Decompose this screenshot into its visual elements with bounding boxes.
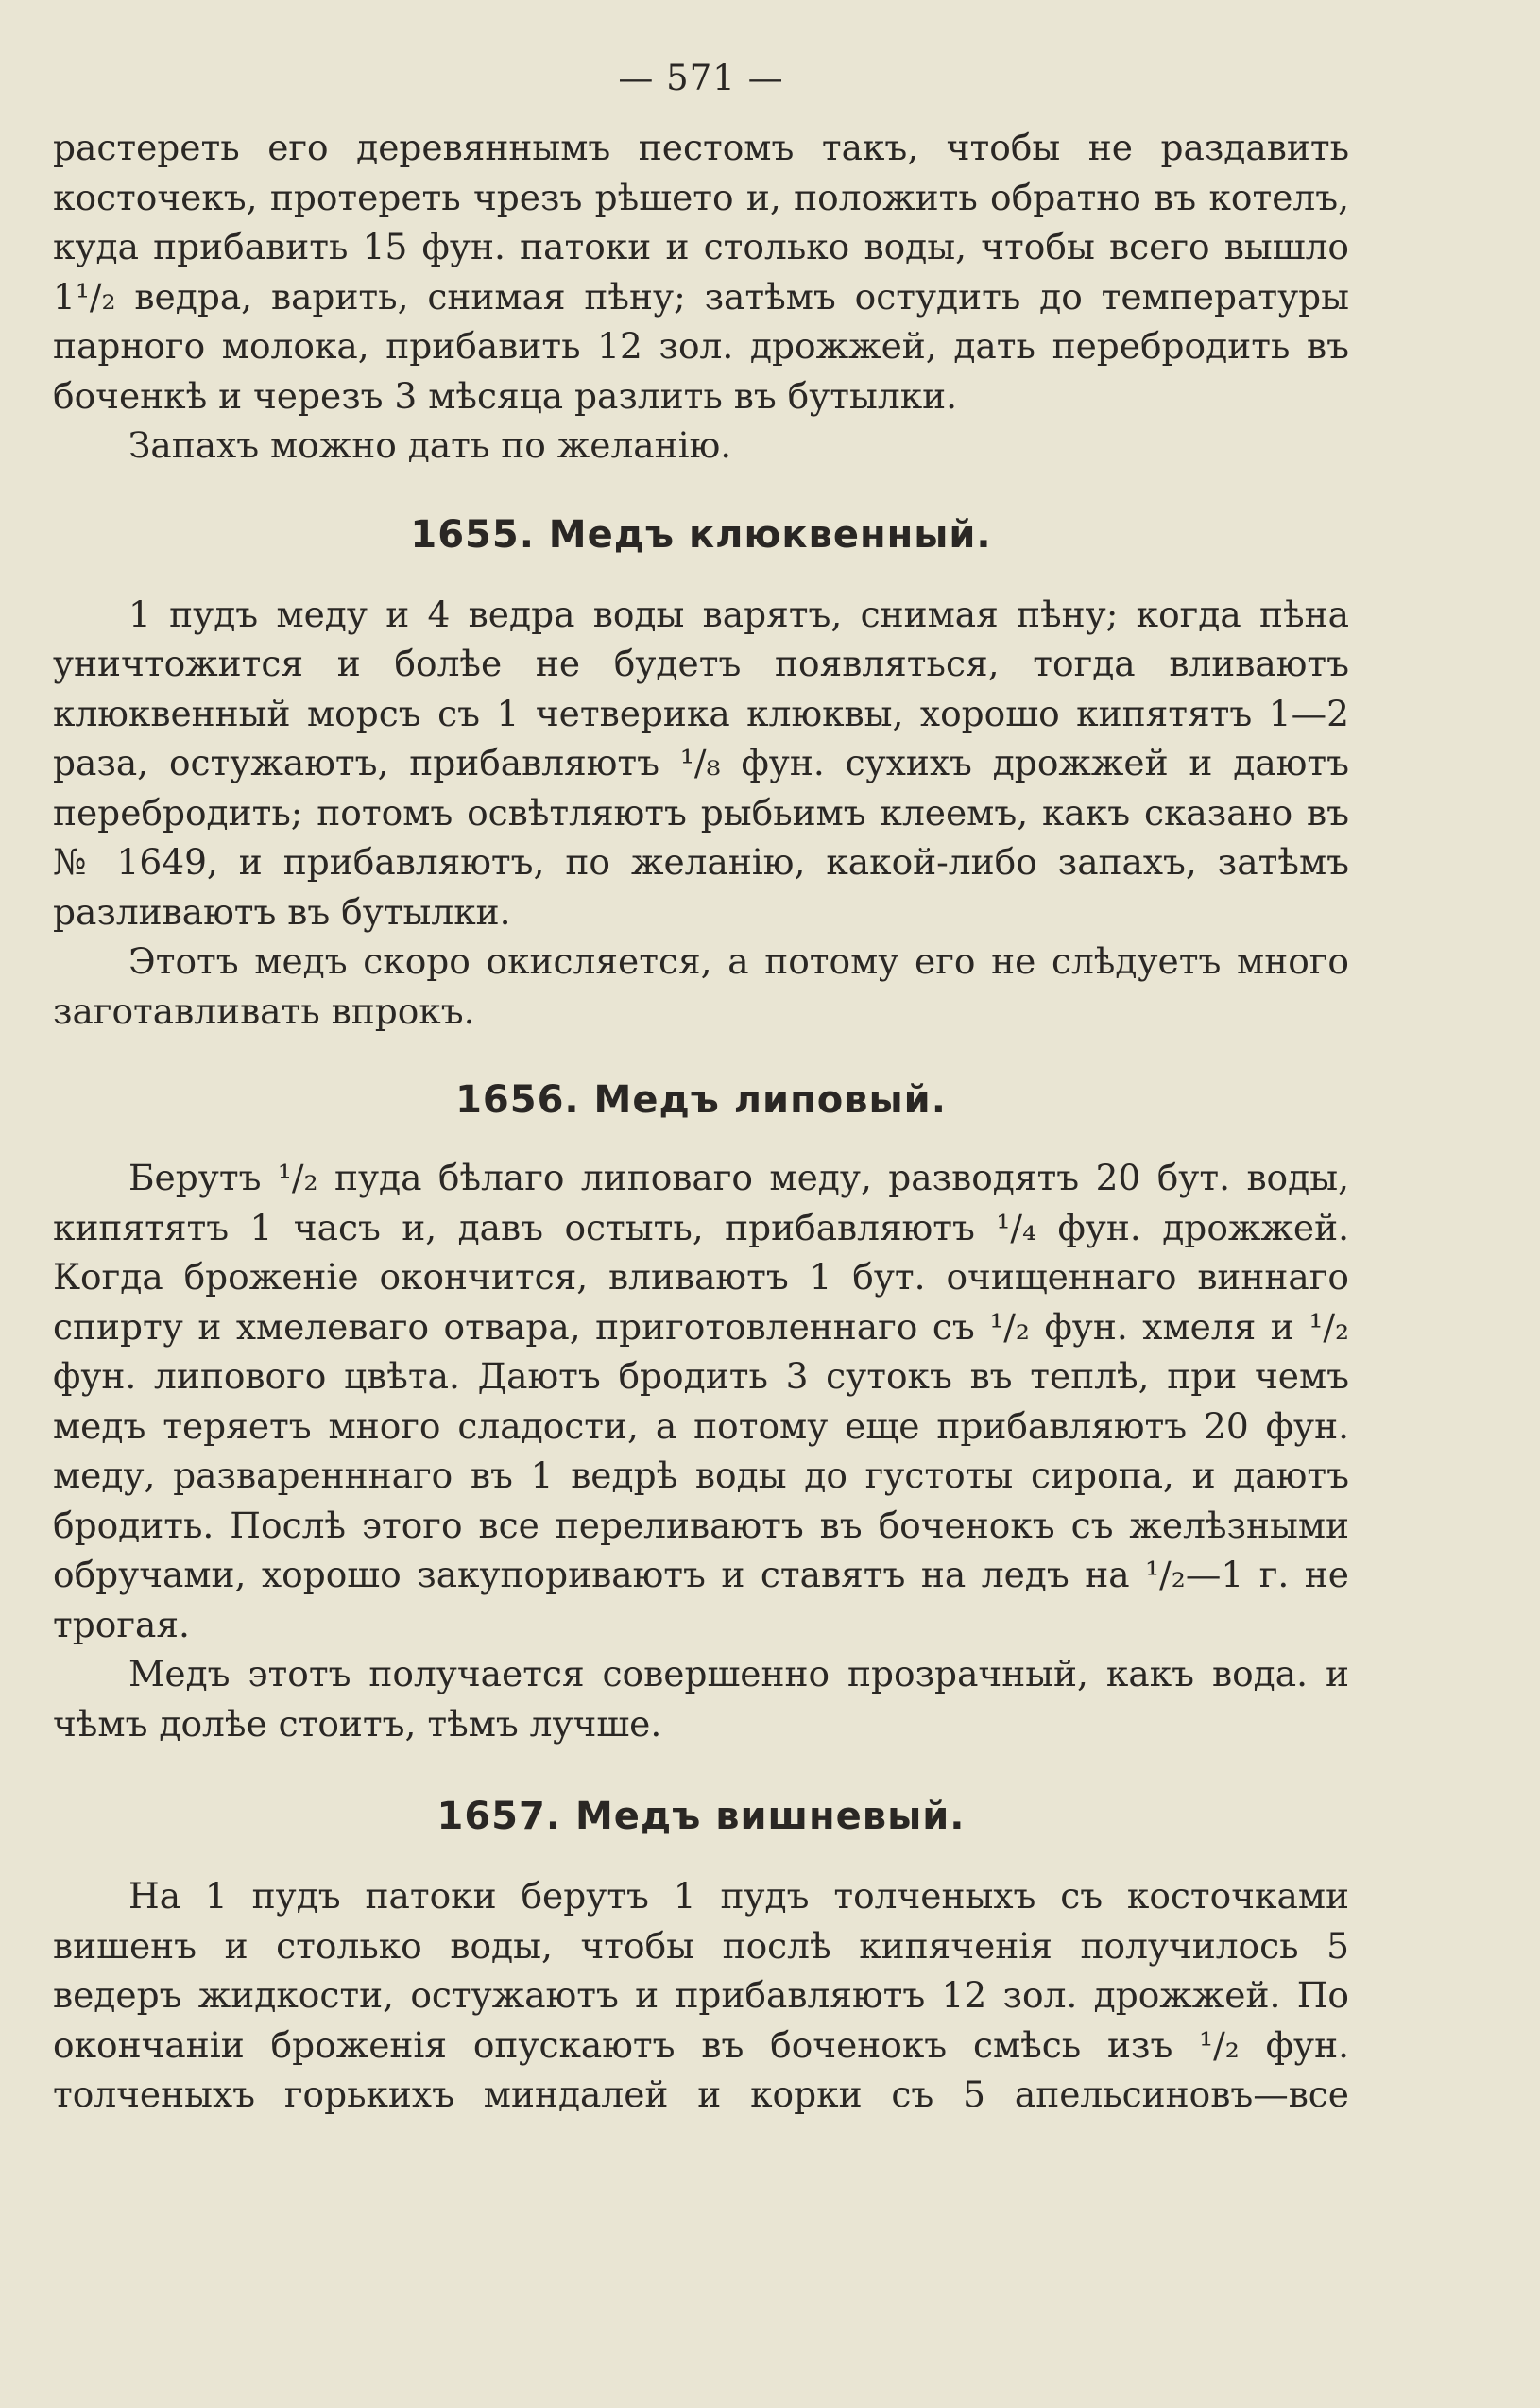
recipe-1656-note: Медъ этотъ получается совершенно прозрачный, какъ вода. и чѣмъ долѣе стоитъ, тѣмъ лучше. [53, 1653, 1349, 1745]
recipe-1655-paragraph: 1 пудъ меду и 4 ведра воды варятъ, снимая пѣну; когда пѣна уничтожится и болѣе не будетъ появляться, тогда вливаютъ клюквенный морсъ съ 1 четверика клюквы, хорошо кипятятъ 1—2 раза, остужаютъ, прибавляютъ ¹/₈ фун. сухихъ дрожжей и даютъ перебродить; потомъ освѣтляютъ рыбьимъ клеемъ, какъ сказано въ № 1649, и прибавляютъ, по желанію, какой-либо запахъ, затѣмъ разливаютъ въ бутылки. [53, 593, 1349, 933]
heading-1657: 1657. Медъ вишневый. [436, 1795, 966, 1838]
book-page [53, 55, 1349, 2361]
recipe-1655-note: Этотъ медъ скоро окисляется, а потому его не слѣдуетъ много заготавливать впрокъ. [53, 940, 1349, 1032]
intro-note: Запахъ можно дать по желанію. [128, 424, 732, 466]
recipe-1656-paragraph: Берутъ ¹/₂ пуда бѣлаго липоваго меду, разводятъ 20 бут. воды, кипятятъ 1 часъ и, давъ остыть, прибавляютъ ¹/₄ фун. дрожжей. Когда броженіе окончится, вливаютъ 1 бут. очищеннаго виннаго спирту и хмелеваго отвара, приготовленнаго съ ¹/₂ фун. хмеля и ¹/₂ фун. липового цвѣта. Даютъ бродить 3 сутокъ въ теплѣ, при чемъ медъ теряетъ много сладости, а потому еще прибавляютъ 20 фун. меду, разваренннаго въ 1 ведрѣ воды до густоты сиропа, и даютъ бродить. Послѣ этого все переливаютъ въ боченокъ съ желѣзными обручами, хорошо закупориваютъ и ставятъ на ледъ на ¹/₂—1 г. не трогая. [53, 1157, 1349, 1645]
heading-1656: 1656. Медъ липовый. [455, 1078, 947, 1122]
page-number: — 571 — [618, 58, 784, 98]
recipe-1657-paragraph: На 1 пудъ патоки берутъ 1 пудъ толченыхъ съ косточками вишенъ и столько воды, чтобы послѣ кипяченія получилось 5 ведеръ жидкости, остужаютъ и прибавляютъ 12 зол. дрожжей. По окончаніи броженія опускаютъ въ боченокъ смѣсь изъ ¹/₂ фун. толченыхъ горькихъ миндалей и корки съ 5 апельсиновъ—все [53, 1875, 1349, 2115]
heading-1655: 1655. Медъ клюквенный. [410, 512, 992, 557]
intro-paragraph: растереть его деревяннымъ пестомъ такъ, чтобы не раздавить косточекъ, протереть чрезъ рѣшето и, положить обратно въ котелъ, куда прибавить 15 фун. патоки и столько воды, чтобы всего вышло 1¹/₂ ведра, варить, снимая пѣну; затѣмъ остудить до температуры парного молока, прибавить 12 зол. дрожжей, дать перебродить въ боченкѣ и черезъ 3 мѣсяца разлить въ бутылки. [53, 127, 1349, 417]
